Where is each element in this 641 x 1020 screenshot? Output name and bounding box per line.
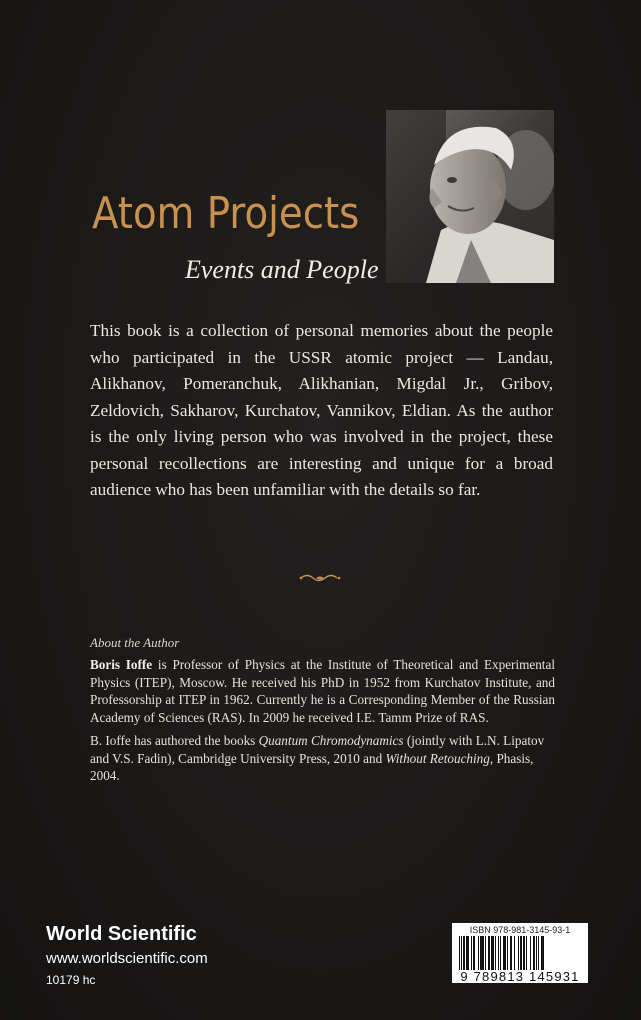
publisher-block — [46, 922, 208, 988]
author-bio-text: is Professor of Physics at the Institute of Theoretical and Experimental Physics (ITEP), Moscow. He received his PhD in 1952 from Kurchatov Institute, and Professorship at ITEP in 1962. Currently he is a Corresponding Member of the Russian Academy of Sciences (RAS). In 2009 he received I.E. Tamm Prize of RAS. — [90, 657, 555, 725]
book-description: This book is a collection of personal memories about the people who participated in the USSR atomic project — Landau, Alikhanov, Pomeranchuk, Alikhanian, Migdal Jr., Gribov, Zeldovich, Sakharov, Kurchatov, Vannikov, Eldian. As the author is the only living person who was involved in the project, these personal recollections are interesting and unique for a broad audience who has been unfamiliar with the details so far. — [90, 321, 553, 499]
works-end: , Phasis, 2004. — [90, 750, 534, 784]
publisher-url: www.worldscientific.com — [46, 950, 208, 967]
ornament-icon — [299, 572, 341, 584]
book-title: Atom Projects — [92, 188, 360, 239]
barcode-icon — [457, 936, 583, 970]
author-name: Boris Ioffe — [90, 657, 153, 672]
isbn-label: ISBN 978-981-3145-93-1 — [469, 925, 571, 935]
works-mid: (jointly with L.N. Lipatov and V.S. Fadin), Cambridge University Press, 2010 and — [90, 733, 545, 766]
about-author-heading: About the Author — [90, 635, 180, 650]
works-intro: B. Ioffe has authored the books — [90, 733, 259, 748]
barcode-digits: 9 789813 145931 — [460, 969, 580, 984]
book-title-qcd: Quantum Chromodynamics — [258, 733, 404, 748]
author-bio — [90, 656, 555, 726]
author-works — [90, 732, 555, 785]
publisher-name: World Scientific — [46, 923, 197, 945]
product-code: 10179 hc — [46, 973, 96, 987]
book-subtitle: Events and People — [185, 255, 379, 284]
isbn-barcode — [452, 923, 588, 983]
book-title-retouching: Without Retouching — [385, 750, 490, 766]
author-photo — [386, 110, 554, 283]
